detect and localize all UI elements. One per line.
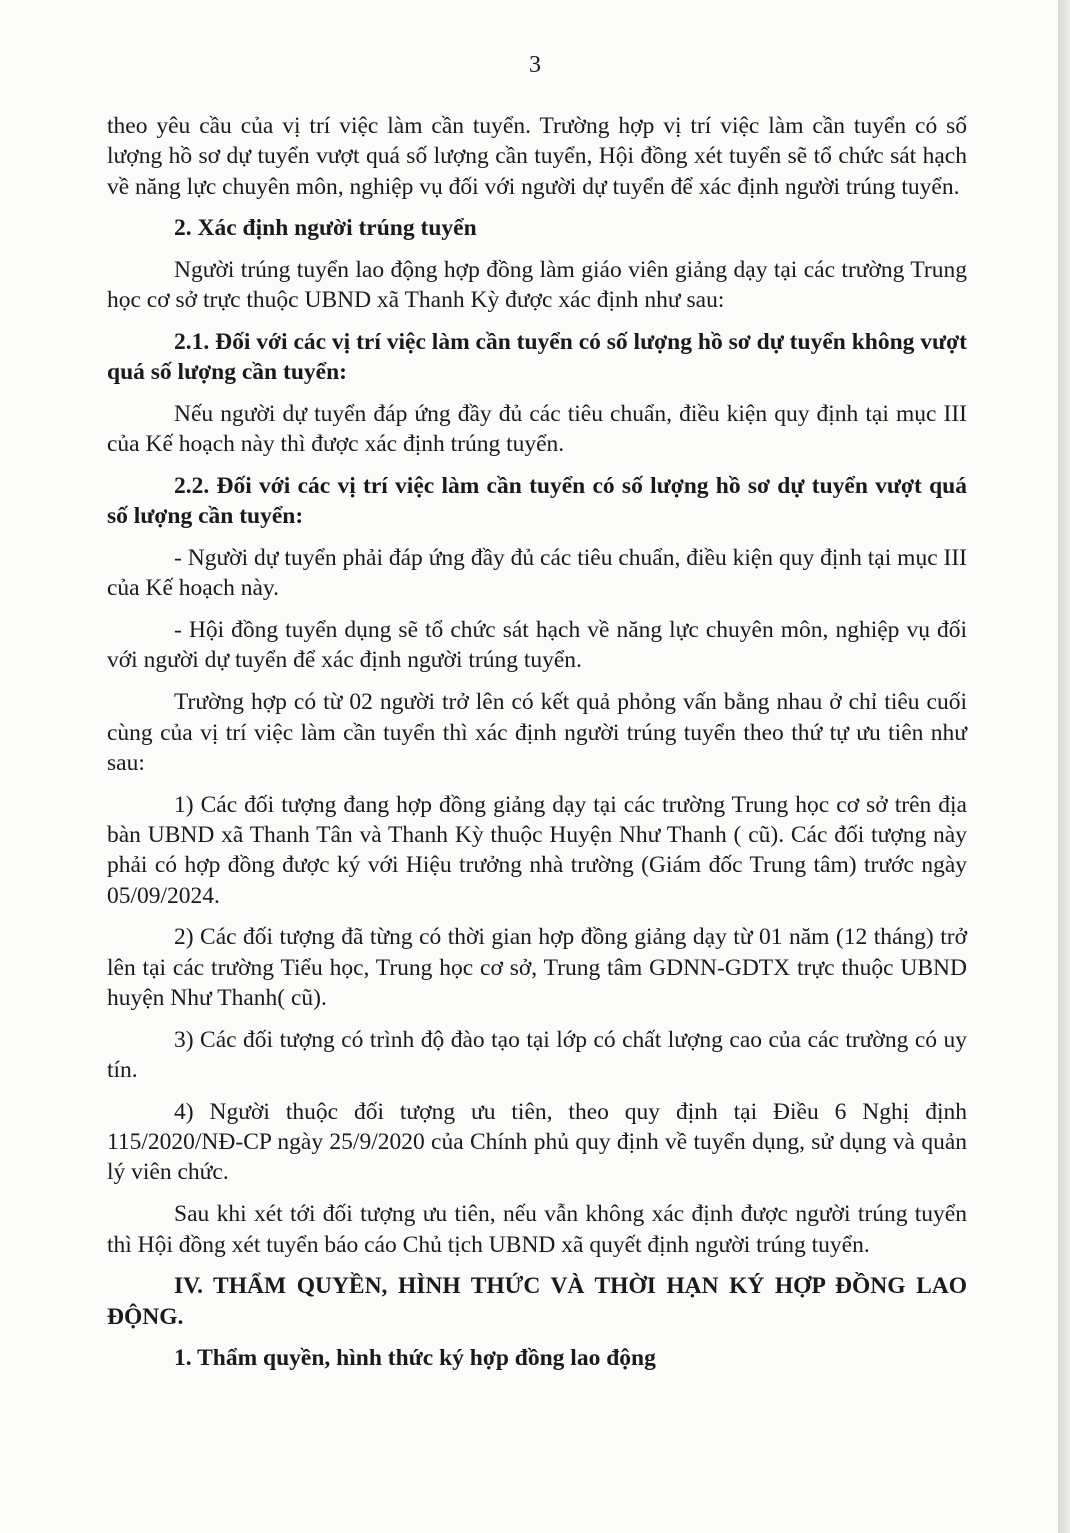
document-body — [107, 111, 967, 1385]
page-number: 3 — [529, 52, 541, 78]
priority-item-3: 3) Các đối tượng có trình độ đào tạo tại lớp có chất lượng cao của các trường có uy tín. — [107, 1026, 967, 1084]
paragraph-intro: Người trúng tuyển lao động hợp đồng làm giáo viên giảng dạy tại các trường Trung học cơ sở trực thuộc UBND xã Thanh Kỳ được xác định như sau: — [107, 256, 967, 313]
paragraph-tie-rule: Trường hợp có từ 02 người trở lên có kết quả phỏng vấn bằng nhau ở chỉ tiêu cuối cùng của vị trí việc làm cần tuyển thì xác định người trúng tuyển theo thứ tự ưu tiên như sau: — [107, 689, 967, 776]
paragraph-2-2-item-2: - Hội đồng tuyển dụng sẽ tổ chức sát hạch về năng lực chuyên môn, nghiệp vụ đối với người dự tuyển để xác định người trúng tuyển. — [107, 617, 967, 674]
paragraph-continuation: theo yêu cầu của vị trí việc làm cần tuyển. Trường hợp vị trí việc làm cần tuyển có số lượng hồ sơ dự tuyển vượt quá số lượng cần tuyển, Hội đồng xét tuyển sẽ tổ chức sát hạch về năng lực chuyên môn, nghiệp vụ đối với người dự tuyển để xác định người trúng tuyển. — [107, 113, 967, 200]
paragraph-conclusion: Sau khi xét tới đối tượng ưu tiên, nếu vẫn không xác định được người trúng tuyển thì Hội đồng xét tuyển báo cáo Chủ tịch UBND xã quyết định người trúng tuyển. — [107, 1201, 967, 1258]
priority-item-2: 2) Các đối tượng đã từng có thời gian hợp đồng giảng dạy từ 01 năm (12 tháng) trở lên tại các trường Tiểu học, Trung học cơ sở, Trung tâm GDNN-GDTX trực thuộc UBND huyện Như Thanh( cũ). — [107, 924, 967, 1011]
paragraph-2-1-body: Nếu người dự tuyển đáp ứng đầy đủ các tiêu chuẩn, điều kiện quy định tại mục III của Kế hoạch này thì được xác định trúng tuyển. — [107, 400, 967, 458]
priority-item-1: 1) Các đối tượng đang hợp đồng giảng dạy tại các trường Trung học cơ sở trên địa bàn UBND xã Thanh Tân và Thanh Kỳ thuộc Huyện Như Thanh ( cũ). Các đối tượng này phải có hợp đồng được ký với Hiệu trưởng nhà trường (Giám đốc Trung tâm) trước ngày 05/09/2024. — [107, 791, 967, 909]
paragraph-2-2-item-1: - Người dự tuyển phải đáp ứng đầy đủ các tiêu chuẩn, điều kiện quy định tại mục III của Kế hoạch này. — [107, 545, 967, 602]
page-edge-shadow — [1058, 0, 1070, 1533]
priority-item-4: 4) Người thuộc đối tượng ưu tiên, theo quy định tại Điều 6 Nghị định 115/2020/NĐ-CP ngày 25/9/2020 của Chính phủ quy định về tuyển dụng, sử dụng và quản lý viên chức. — [107, 1098, 967, 1186]
heading-tham-quyen: 1. Thẩm quyền, hình thức ký hợp đồng lao động — [174, 1345, 656, 1372]
heading-2-1: 2.1. Đối với các vị trí việc làm cần tuyển có số lượng hồ sơ dự tuyển không vượt quá số lượng cần tuyển: — [107, 328, 967, 386]
heading-section-iv: IV. THẨM QUYỀN, HÌNH THỨC VÀ THỜI HẠN KÝ HỢP ĐỒNG LAO ĐỘNG. — [107, 1273, 967, 1330]
heading-2-2: 2.2. Đối với các vị trí việc làm cần tuyển có số lượng hồ sơ dự tuyển vượt quá số lượng cần tuyển: — [107, 472, 967, 530]
heading-xac-dinh-nguoi-trung-tuyen: 2. Xác định người trúng tuyển — [174, 215, 477, 242]
